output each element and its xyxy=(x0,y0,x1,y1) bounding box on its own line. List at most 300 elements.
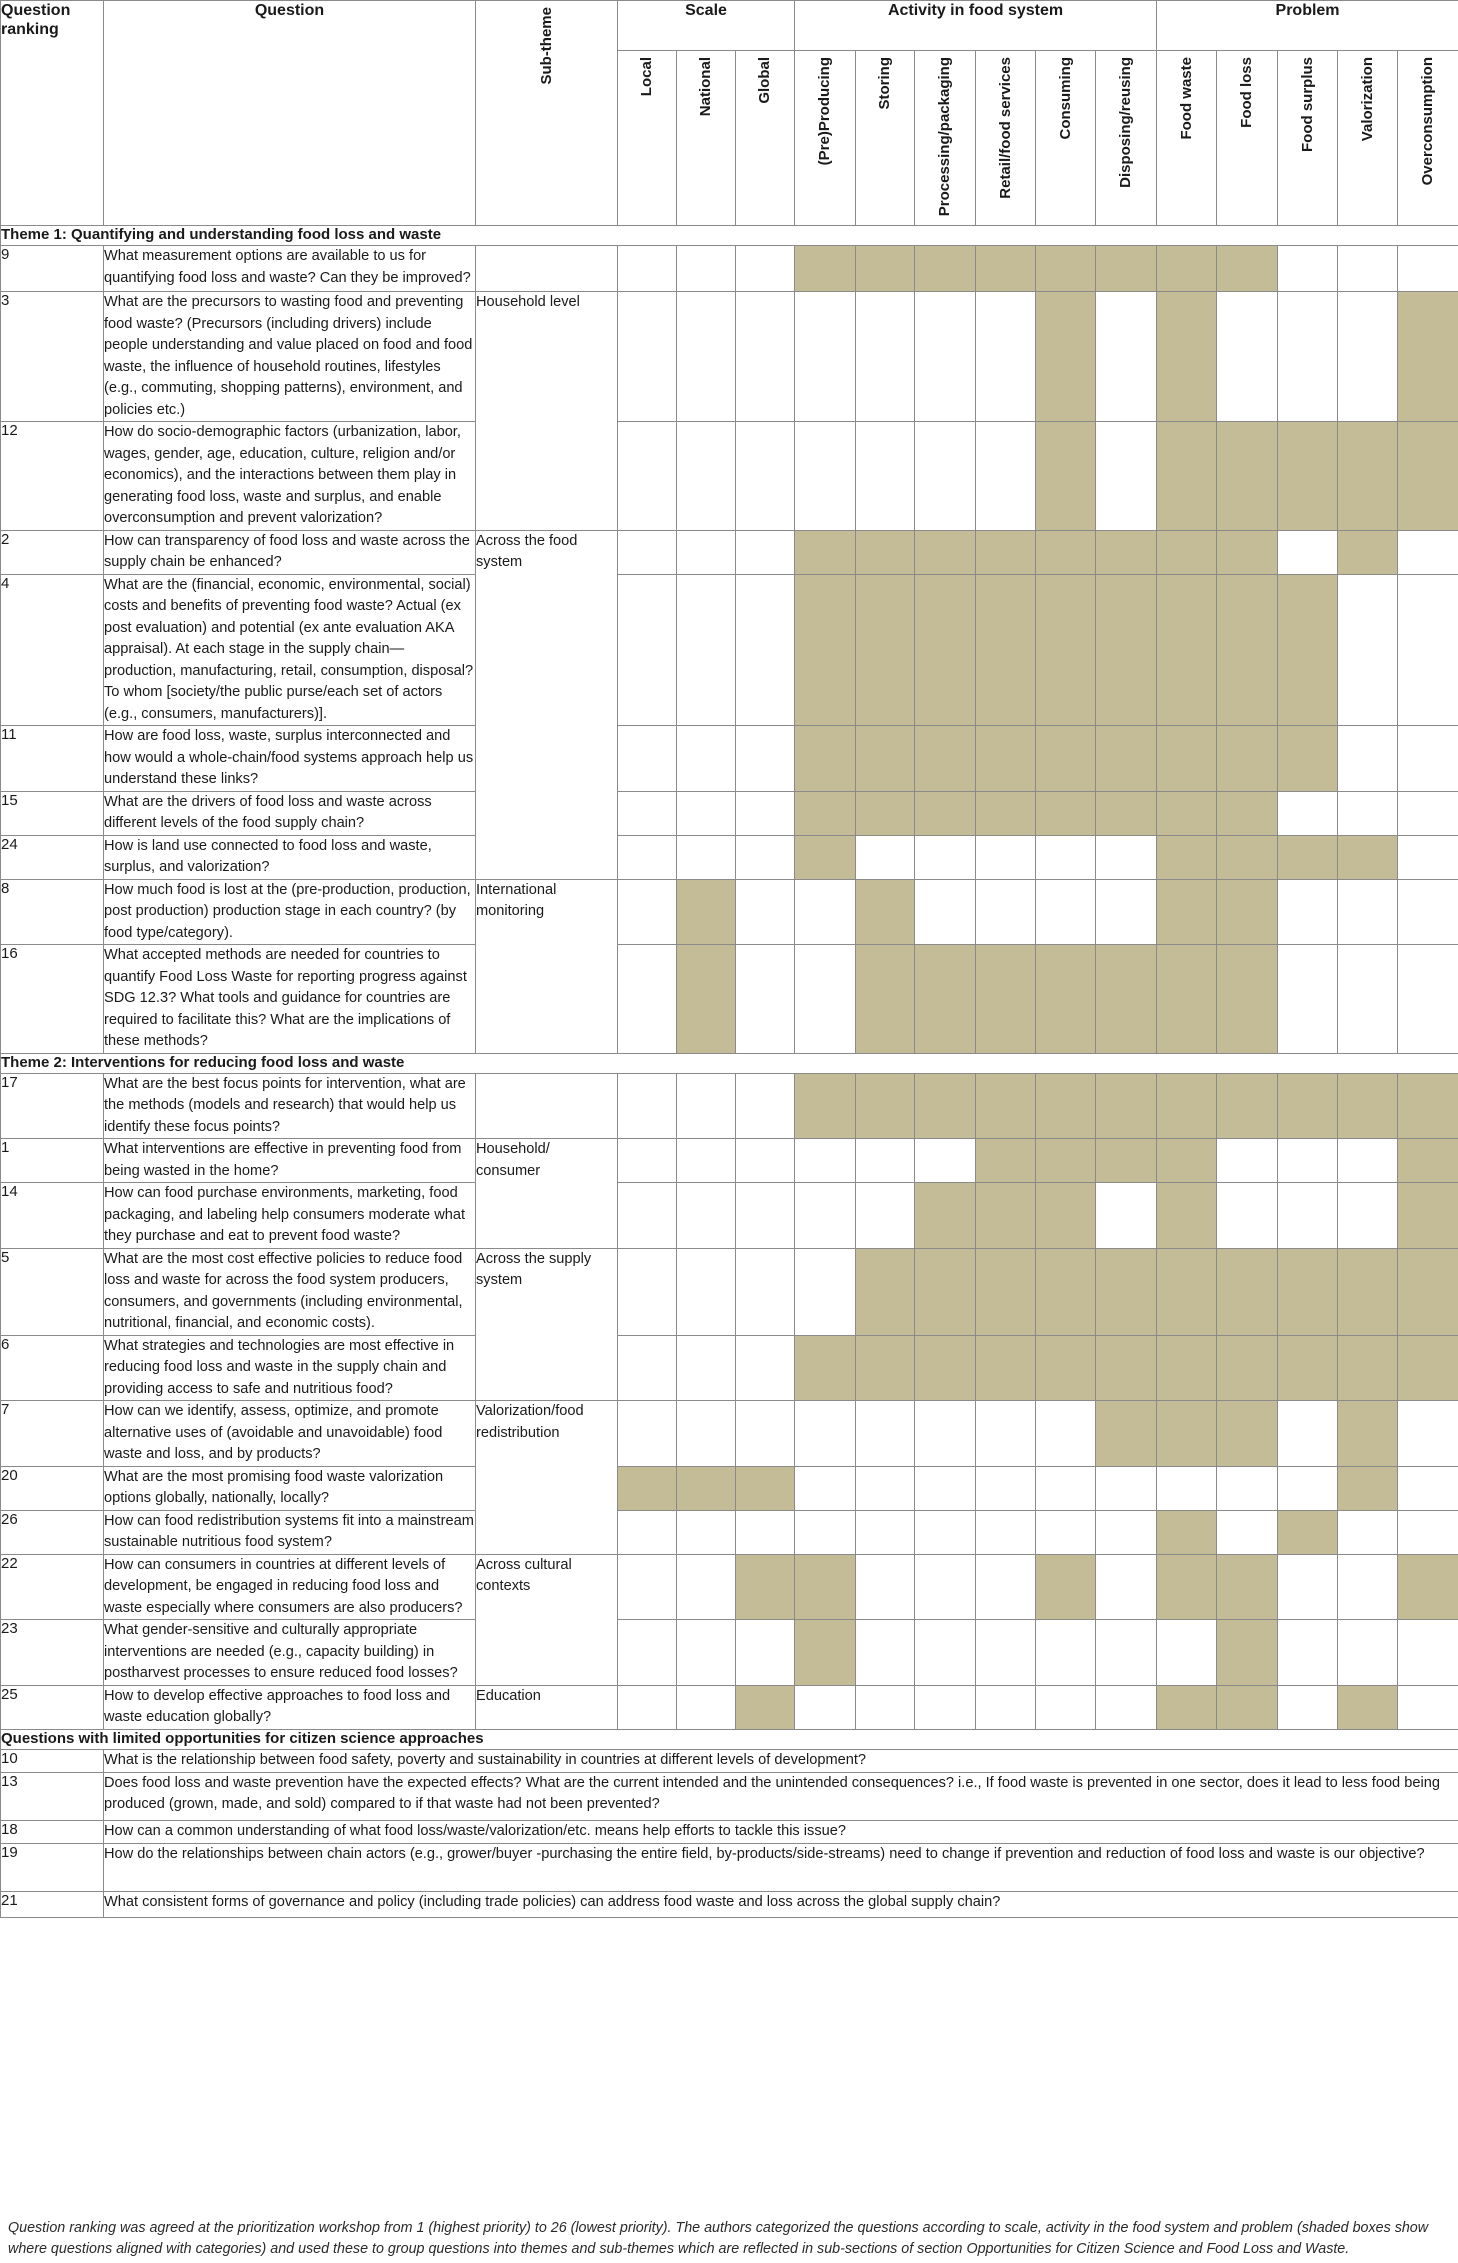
question-text: What gender-sensitive and culturally appropriate interventions are needed (e.g., capacity building) in postharvest processes to ensure reduced food losses? xyxy=(104,1620,476,1686)
category-cell-shaded xyxy=(1157,945,1217,1054)
category-cell xyxy=(618,945,677,1054)
category-cell-shaded xyxy=(1398,1073,1458,1139)
category-cell-shaded xyxy=(915,574,976,726)
category-cell-shaded xyxy=(976,791,1036,835)
category-cell xyxy=(915,835,976,879)
category-cell xyxy=(618,1248,677,1335)
category-cell xyxy=(795,1183,856,1249)
category-cell xyxy=(736,574,795,726)
category-cell-shaded xyxy=(1217,1401,1278,1467)
category-cell xyxy=(677,530,736,574)
question-rank: 12 xyxy=(1,422,104,531)
category-cell xyxy=(1217,1466,1278,1510)
category-cell-shaded xyxy=(1036,292,1096,422)
category-cell-shaded xyxy=(1036,1139,1096,1183)
question-rank: 4 xyxy=(1,574,104,726)
category-cell-shaded xyxy=(856,574,915,726)
question-rank: 2 xyxy=(1,530,104,574)
question-rank: 11 xyxy=(1,726,104,792)
category-cell xyxy=(1217,1139,1278,1183)
question-rank: 5 xyxy=(1,1248,104,1335)
category-cell xyxy=(677,292,736,422)
category-cell xyxy=(915,1554,976,1620)
category-cell-shaded xyxy=(1338,1335,1398,1401)
category-cell xyxy=(736,1183,795,1249)
category-cell xyxy=(1278,1183,1338,1249)
category-cell-shaded xyxy=(1036,726,1096,792)
category-cell-shaded xyxy=(1157,791,1217,835)
category-cell-shaded xyxy=(1036,1073,1096,1139)
category-cell-shaded xyxy=(795,530,856,574)
category-cell-shaded xyxy=(976,726,1036,792)
category-cell xyxy=(795,945,856,1054)
category-cell-shaded xyxy=(677,945,736,1054)
category-cell-shaded xyxy=(915,1248,976,1335)
category-cell xyxy=(1398,246,1458,292)
category-cell xyxy=(618,1335,677,1401)
category-cell xyxy=(795,422,856,531)
category-cell xyxy=(915,1466,976,1510)
category-cell-shaded xyxy=(915,791,976,835)
category-cell-shaded xyxy=(1217,1073,1278,1139)
category-cell-shaded xyxy=(1096,246,1157,292)
category-cell xyxy=(915,1139,976,1183)
category-cell xyxy=(1398,879,1458,945)
table-row xyxy=(1,422,1458,531)
category-cell xyxy=(736,1335,795,1401)
category-cell-shaded xyxy=(1157,879,1217,945)
category-cell-shaded xyxy=(1096,1335,1157,1401)
question-text: What interventions are effective in preventing food from being wasted in the home? xyxy=(104,1139,476,1183)
category-cell-shaded xyxy=(1338,422,1398,531)
category-cell xyxy=(795,1139,856,1183)
category-cell xyxy=(976,292,1036,422)
question-rank: 6 xyxy=(1,1335,104,1401)
category-cell-shaded xyxy=(1398,1139,1458,1183)
category-cell xyxy=(1036,1466,1096,1510)
category-cell-shaded xyxy=(1157,1139,1217,1183)
table-footnote: Question ranking was agreed at the prioritization workshop from 1 (highest priority) to 26 (lowest priority). The authors categorized the questions according to scale, activity in the food system and problem (shaded boxes show where questions aligned with categories) and used these to group questions into themes and sub-themes which are reflected in sub-sections of section Opportunities for Citizen Science and Food Loss and Waste. xyxy=(8,2220,1429,2257)
table-row xyxy=(1,1554,1458,1620)
category-cell xyxy=(1398,1401,1458,1467)
question-text: What are the drivers of food loss and waste across different levels of the food supply chain? xyxy=(104,791,476,835)
question-rank: 18 xyxy=(1,1820,104,1843)
limited-heading: Questions with limited opportunities for citizen science approaches xyxy=(1,1729,1458,1749)
category-cell-shaded xyxy=(856,1248,915,1335)
category-cell xyxy=(1398,945,1458,1054)
question-text: How much food is lost at the (pre-production, production, post production) production stage in each country? (by food type/category). xyxy=(104,879,476,945)
question-rank: 26 xyxy=(1,1510,104,1554)
category-cell xyxy=(795,879,856,945)
category-cell xyxy=(915,1620,976,1686)
category-cell-shaded xyxy=(976,1183,1036,1249)
header-group-problem: Problem xyxy=(1157,1,1458,51)
category-cell xyxy=(618,530,677,574)
column-header: Retail/food services xyxy=(976,51,1036,226)
category-cell-shaded xyxy=(856,945,915,1054)
category-cell xyxy=(677,726,736,792)
category-cell xyxy=(1278,791,1338,835)
column-header: Food waste xyxy=(1157,51,1217,226)
table-body xyxy=(1,226,1458,1918)
category-cell xyxy=(1217,292,1278,422)
category-cell xyxy=(1278,879,1338,945)
category-cell xyxy=(618,791,677,835)
category-cell-shaded xyxy=(1157,530,1217,574)
question-text: How is land use connected to food loss and waste, surplus, and valorization? xyxy=(104,835,476,879)
table-row xyxy=(1,1891,1458,1917)
table-row xyxy=(1,1510,1458,1554)
question-rank: 25 xyxy=(1,1685,104,1729)
category-cell xyxy=(1036,1685,1096,1729)
question-text: Does food loss and waste prevention have the expected effects? What are the current intended and the unintended consequences? i.e., If food waste is prevented in one sector, does it lead to less food being produced (grown, made, and sold) compared to if that waste had not been prevented? xyxy=(104,1772,1458,1820)
sub-theme: Household/ consumer xyxy=(476,1139,618,1249)
category-cell-shaded xyxy=(856,879,915,945)
category-cell xyxy=(1278,1466,1338,1510)
column-header: Consuming xyxy=(1036,51,1096,226)
question-rank: 14 xyxy=(1,1183,104,1249)
category-cell xyxy=(856,422,915,531)
category-cell xyxy=(1096,879,1157,945)
category-cell-shaded xyxy=(915,726,976,792)
category-cell xyxy=(736,945,795,1054)
category-cell-shaded xyxy=(1157,1335,1217,1401)
sub-theme: Household level xyxy=(476,292,618,531)
category-cell xyxy=(915,292,976,422)
category-cell xyxy=(915,1401,976,1467)
category-cell-shaded xyxy=(1036,574,1096,726)
category-cell-shaded xyxy=(915,1073,976,1139)
category-cell xyxy=(1278,530,1338,574)
category-cell xyxy=(618,422,677,531)
table-row xyxy=(1,945,1458,1054)
category-cell-shaded xyxy=(1398,1554,1458,1620)
category-cell-shaded xyxy=(1096,1401,1157,1467)
column-header: Local xyxy=(618,51,677,226)
category-cell xyxy=(618,1139,677,1183)
category-cell-shaded xyxy=(1157,246,1217,292)
category-cell xyxy=(1338,726,1398,792)
category-cell-shaded xyxy=(1157,1554,1217,1620)
category-cell xyxy=(1278,1685,1338,1729)
category-cell xyxy=(1096,1183,1157,1249)
table-row xyxy=(1,879,1458,945)
category-cell xyxy=(795,1466,856,1510)
category-cell-shaded xyxy=(1157,1401,1217,1467)
category-cell-shaded xyxy=(976,945,1036,1054)
category-cell-shaded xyxy=(1036,945,1096,1054)
category-cell-shaded xyxy=(1157,1685,1217,1729)
category-cell xyxy=(677,1139,736,1183)
category-cell xyxy=(618,1401,677,1467)
category-cell-shaded xyxy=(1398,1248,1458,1335)
category-cell-shaded xyxy=(1036,422,1096,531)
category-cell-shaded xyxy=(1096,726,1157,792)
category-cell xyxy=(1278,1620,1338,1686)
category-cell xyxy=(976,879,1036,945)
category-cell-shaded xyxy=(915,1335,976,1401)
category-cell xyxy=(677,835,736,879)
category-cell-shaded xyxy=(1157,574,1217,726)
category-cell xyxy=(1096,292,1157,422)
category-cell xyxy=(677,1510,736,1554)
table-row xyxy=(1,1401,1458,1467)
category-cell xyxy=(736,726,795,792)
category-cell xyxy=(856,292,915,422)
category-cell xyxy=(1036,1510,1096,1554)
category-cell-shaded xyxy=(1157,835,1217,879)
category-cell-shaded xyxy=(1096,945,1157,1054)
question-text: How can transparency of food loss and waste across the supply chain be enhanced? xyxy=(104,530,476,574)
category-cell-shaded xyxy=(1096,1248,1157,1335)
category-cell xyxy=(736,791,795,835)
table-row xyxy=(1,1820,1458,1843)
category-cell xyxy=(736,1139,795,1183)
category-cell-shaded xyxy=(1398,1335,1458,1401)
category-cell xyxy=(677,1248,736,1335)
category-cell xyxy=(618,1183,677,1249)
category-cell xyxy=(736,1510,795,1554)
category-cell xyxy=(1096,422,1157,531)
category-cell xyxy=(1278,1401,1338,1467)
category-cell xyxy=(1096,1510,1157,1554)
category-cell-shaded xyxy=(1398,1183,1458,1249)
category-cell-shaded xyxy=(1217,530,1278,574)
category-cell xyxy=(1398,1685,1458,1729)
question-rank: 22 xyxy=(1,1554,104,1620)
category-cell xyxy=(1036,835,1096,879)
theme-heading: Theme 1: Quantifying and understanding food loss and waste xyxy=(1,226,1458,246)
table-row xyxy=(1,1139,1458,1183)
table-row xyxy=(1,1843,1458,1891)
category-cell xyxy=(736,292,795,422)
category-cell xyxy=(1398,574,1458,726)
category-cell xyxy=(795,1685,856,1729)
category-cell-shaded xyxy=(1036,1183,1096,1249)
category-cell-shaded xyxy=(1278,422,1338,531)
question-text: What accepted methods are needed for countries to quantify Food Loss Waste for reporting progress against SDG 12.3? What tools and guidance for countries are required to facilitate this? What are the implications of these methods? xyxy=(104,945,476,1054)
category-cell-shaded xyxy=(1278,1073,1338,1139)
category-cell-shaded xyxy=(1278,1510,1338,1554)
question-text: What is the relationship between food safety, poverty and sustainability in countries at different levels of development? xyxy=(104,1749,1458,1772)
category-cell xyxy=(1338,574,1398,726)
category-cell-shaded xyxy=(1338,835,1398,879)
category-cell-shaded xyxy=(795,835,856,879)
category-cell-shaded xyxy=(915,530,976,574)
column-header: Storing xyxy=(856,51,915,226)
table-row xyxy=(1,726,1458,792)
category-cell xyxy=(1096,1620,1157,1686)
sub-theme xyxy=(476,1073,618,1139)
category-cell xyxy=(856,1466,915,1510)
category-cell-shaded xyxy=(1217,422,1278,531)
category-cell-shaded xyxy=(1217,726,1278,792)
question-rank: 7 xyxy=(1,1401,104,1467)
question-text: How can consumers in countries at different levels of development, be engaged in reducing food loss and waste especially where consumers are also producers? xyxy=(104,1554,476,1620)
category-cell-shaded xyxy=(795,726,856,792)
question-text: What are the (financial, economic, environmental, social) costs and benefits of preventing food waste? Actual (ex post evaluation) and potential (ex ante evaluation AKA appraisal). At each stage in the supply chain—production, manufacturing, retail, consumption, disposal? To whom [society/the public purse/each set of actors (e.g., consumers, manufacturers)]. xyxy=(104,574,476,726)
category-cell-shaded xyxy=(795,1620,856,1686)
category-cell xyxy=(1157,1620,1217,1686)
category-cell xyxy=(1338,1183,1398,1249)
column-header: (Pre)Producing xyxy=(795,51,856,226)
category-cell xyxy=(1338,246,1398,292)
category-cell-shaded xyxy=(976,1248,1036,1335)
question-text: What are the most promising food waste valorization options globally, nationally, locally? xyxy=(104,1466,476,1510)
category-cell-shaded xyxy=(1096,1139,1157,1183)
category-cell xyxy=(677,422,736,531)
category-cell xyxy=(915,422,976,531)
category-cell xyxy=(618,1620,677,1686)
category-cell xyxy=(677,1554,736,1620)
category-cell xyxy=(1217,1510,1278,1554)
category-cell xyxy=(1278,292,1338,422)
category-cell-shaded xyxy=(976,1139,1036,1183)
question-text: How do the relationships between chain actors (e.g., grower/buyer -purchasing the entire field, by-products/side-streams) need to change if prevention and reduction of food loss and waste is our objective? xyxy=(104,1843,1458,1891)
category-cell-shaded xyxy=(795,1554,856,1620)
category-cell-shaded xyxy=(976,574,1036,726)
category-cell xyxy=(1338,945,1398,1054)
category-cell-shaded xyxy=(795,1073,856,1139)
category-cell-shaded xyxy=(1338,1466,1398,1510)
column-header: Processing/packaging xyxy=(915,51,976,226)
category-cell xyxy=(856,1685,915,1729)
category-cell-shaded xyxy=(915,246,976,292)
category-cell-shaded xyxy=(1036,791,1096,835)
category-cell-shaded xyxy=(1338,1248,1398,1335)
question-text: How can food redistribution systems fit into a mainstream sustainable nutritious food system? xyxy=(104,1510,476,1554)
category-cell xyxy=(1338,879,1398,945)
table-row xyxy=(1,835,1458,879)
category-cell-shaded xyxy=(976,530,1036,574)
category-cell-shaded xyxy=(736,1466,795,1510)
question-text: How to develop effective approaches to food loss and waste education globally? xyxy=(104,1685,476,1729)
category-cell xyxy=(677,246,736,292)
category-cell-shaded xyxy=(856,246,915,292)
table-row xyxy=(1,1685,1458,1729)
category-cell xyxy=(1398,1620,1458,1686)
question-text: What are the best focus points for intervention, what are the methods (models and research) that would help us identify these focus points? xyxy=(104,1073,476,1139)
category-cell xyxy=(618,292,677,422)
category-cell xyxy=(618,726,677,792)
category-cell xyxy=(736,879,795,945)
category-cell xyxy=(1278,246,1338,292)
category-cell xyxy=(736,530,795,574)
table-row xyxy=(1,1073,1458,1139)
category-cell-shaded xyxy=(1217,879,1278,945)
category-cell xyxy=(736,1401,795,1467)
category-cell xyxy=(1278,1554,1338,1620)
question-rank: 24 xyxy=(1,835,104,879)
category-cell xyxy=(1398,1466,1458,1510)
category-cell xyxy=(1278,945,1338,1054)
category-cell-shaded xyxy=(1157,422,1217,531)
category-cell xyxy=(856,1620,915,1686)
category-cell xyxy=(1338,1510,1398,1554)
category-cell xyxy=(677,1073,736,1139)
category-cell xyxy=(795,1510,856,1554)
category-cell xyxy=(795,292,856,422)
category-cell xyxy=(795,1248,856,1335)
question-rank: 16 xyxy=(1,945,104,1054)
question-text: What strategies and technologies are most effective in reducing food loss and waste in the supply chain and providing access to safe and nutritious food? xyxy=(104,1335,476,1401)
category-cell xyxy=(856,1139,915,1183)
table-row xyxy=(1,246,1458,292)
category-cell-shaded xyxy=(1338,530,1398,574)
table-row xyxy=(1,1620,1458,1686)
category-cell xyxy=(795,1401,856,1467)
category-cell xyxy=(1157,1466,1217,1510)
category-cell-shaded xyxy=(976,246,1036,292)
category-cell xyxy=(915,879,976,945)
table-row xyxy=(1,574,1458,726)
category-cell xyxy=(1338,1554,1398,1620)
question-text: How do socio-demographic factors (urbanization, labor, wages, gender, age, education, culture, religion and/or economics), and the interactions between them play in generating food loss, waste and surplus, and enable overconsumption and prevent valorization? xyxy=(104,422,476,531)
question-rank: 17 xyxy=(1,1073,104,1139)
category-cell xyxy=(618,1554,677,1620)
category-cell-shaded xyxy=(976,1073,1036,1139)
category-cell-shaded xyxy=(856,726,915,792)
category-cell-shaded xyxy=(795,574,856,726)
question-text: How can food purchase environments, marketing, food packaging, and labeling help consumers moderate what they purchase and eat to prevent food waste? xyxy=(104,1183,476,1249)
category-cell xyxy=(856,1554,915,1620)
category-cell xyxy=(976,835,1036,879)
question-text: What measurement options are available to us for quantifying food loss and waste? Can they be improved? xyxy=(104,246,476,292)
category-cell xyxy=(1338,1620,1398,1686)
header-group-activity: Activity in food system xyxy=(795,1,1157,51)
category-cell xyxy=(618,1510,677,1554)
sub-theme: International monitoring xyxy=(476,879,618,1053)
category-cell-shaded xyxy=(1036,1554,1096,1620)
category-cell-shaded xyxy=(1157,292,1217,422)
category-cell xyxy=(1096,835,1157,879)
category-cell xyxy=(976,1401,1036,1467)
category-cell xyxy=(736,1620,795,1686)
category-cell-shaded xyxy=(1217,1335,1278,1401)
category-cell xyxy=(677,1685,736,1729)
category-cell xyxy=(677,1401,736,1467)
category-cell xyxy=(1036,879,1096,945)
category-cell-shaded xyxy=(1217,1685,1278,1729)
column-header: Disposing/reusing xyxy=(1096,51,1157,226)
category-cell xyxy=(976,1510,1036,1554)
table-row xyxy=(1,1466,1458,1510)
category-cell-shaded xyxy=(856,791,915,835)
header-question: Question xyxy=(104,1,476,226)
category-cell-shaded xyxy=(1278,1248,1338,1335)
column-header: Food loss xyxy=(1217,51,1278,226)
theme-heading: Theme 2: Interventions for reducing food loss and waste xyxy=(1,1053,1458,1073)
column-header: Valorization xyxy=(1338,51,1398,226)
category-cell xyxy=(1398,835,1458,879)
question-rank: 13 xyxy=(1,1772,104,1820)
category-cell xyxy=(1278,1139,1338,1183)
category-cell xyxy=(736,1073,795,1139)
category-cell xyxy=(976,1620,1036,1686)
category-cell-shaded xyxy=(677,1466,736,1510)
category-cell-shaded xyxy=(1338,1401,1398,1467)
table-row xyxy=(1,1335,1458,1401)
category-cell-shaded xyxy=(1036,246,1096,292)
column-header: Global xyxy=(736,51,795,226)
category-cell xyxy=(677,574,736,726)
category-cell-shaded xyxy=(736,1554,795,1620)
question-rank: 23 xyxy=(1,1620,104,1686)
category-cell xyxy=(856,1510,915,1554)
category-cell xyxy=(856,1183,915,1249)
category-cell-shaded xyxy=(856,530,915,574)
category-cell-shaded xyxy=(1096,574,1157,726)
